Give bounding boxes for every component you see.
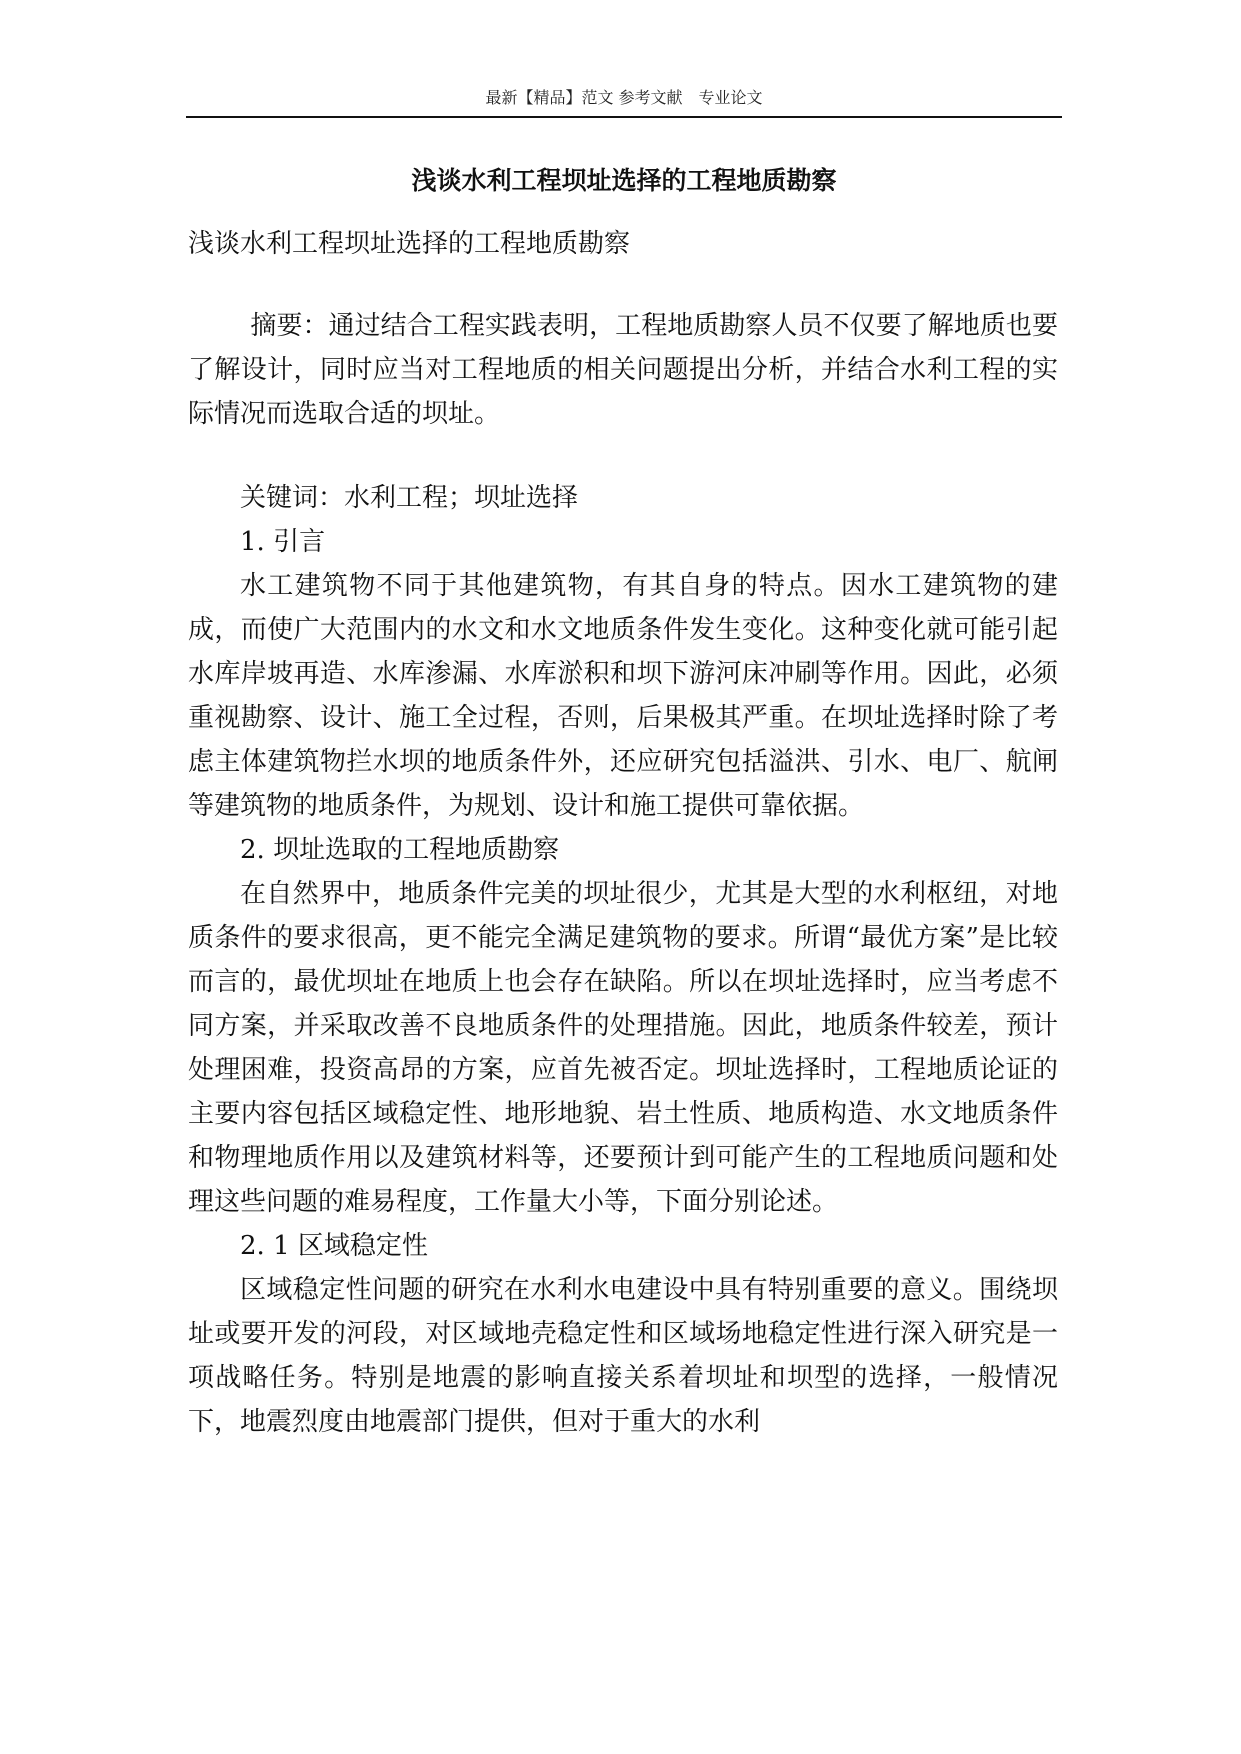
- section-paragraph-dam-site-survey: 在自然界中，地质条件完美的坝址很少，尤其是大型的水利枢纽，对地质条件的要求很高，更不能完全满足建筑物的要求。所谓“最优方案”是比较而言的，最优坝址在地质上也会存在缺陷。所以在坝址选择时，应当考虑不同方案，并采取改善不良地质条件的处理措施。因此，地质条件较差，预计处理困难，投资高昂的方案，应首先被否定。坝址选择时，工程地质论证的主要内容包括区域稳定性、地形地貌、岩土性质、地质构造、水文地质条件和物理地质作用以及建筑材料等，还要预计到可能产生的工程地质问题和处理这些问题的难易程度，工作量大小等，下面分别论述。: [188, 879, 1058, 1217]
- keywords: 关键词：水利工程；坝址选择: [240, 483, 579, 513]
- document-title: 浅谈水利工程坝址选择的工程地质勘察: [411, 166, 837, 195]
- abstract: 摘要：通过结合工程实践表明，工程地质勘察人员不仅要了解地质也要了解设计，同时应当对工程地质的相关问题提出分析，并结合水利工程的实际情况而选取合适的坝址。: [188, 311, 1058, 429]
- section-heading-dam-site-survey: 2. 坝址选取的工程地质勘察: [240, 835, 560, 865]
- section-heading-introduction: 1. 引言: [240, 527, 326, 557]
- document-body: [188, 222, 1058, 1444]
- header-divider: [186, 116, 1062, 118]
- section-heading-regional-stability: 2. 1 区域稳定性: [240, 1231, 428, 1261]
- subtitle: 浅谈水利工程坝址选择的工程地质勘察: [188, 229, 631, 259]
- section-paragraph-regional-stability: 区域稳定性问题的研究在水利水电建设中具有特别重要的意义。围绕坝址或要开发的河段，对区域地壳稳定性和区域场地稳定性进行深入研究是一项战略任务。特别是地震的影响直接关系着坝址和坝型的选择，一般情况下，地震烈度由地震部门提供，但对于重大的水利: [188, 1275, 1058, 1437]
- section-paragraph-introduction: 水工建筑物不同于其他建筑物，有其自身的特点。因水工建筑物的建成，而使广大范围内的水文和水文地质条件发生变化。这种变化就可能引起水库岸坡再造、水库渗漏、水库淤积和坝下游河床冲刷等作用。因此，必须重视勘察、设计、施工全过程，否则，后果极其严重。在坝址选择时除了考虑主体建筑物拦水坝的地质条件外，还应研究包括溢洪、引水、电厂、航闸等建筑物的地质条件，为规划、设计和施工提供可靠依据。: [188, 571, 1058, 821]
- running-header: 最新【精品】范文 参考文献 专业论文: [485, 88, 763, 107]
